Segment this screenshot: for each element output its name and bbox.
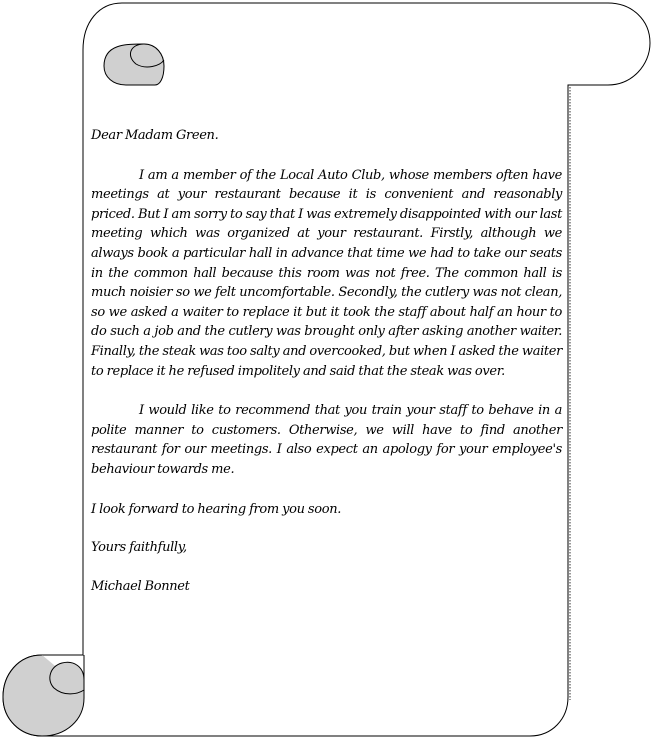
bottom-curl	[3, 655, 84, 736]
letter-closing-line: I look forward to hearing from you soon.	[91, 501, 342, 517]
letter-greeting: Dear Madam Green.	[91, 128, 219, 143]
letter-sign-off: Yours faithfully,	[91, 540, 187, 556]
letter-paragraph-recommendation: I would like to recommend that you train your staff to behave in a polite manner to customers. Otherwise, we will have to find another restaurant for our meetings. I also expect an apology for your employee's behaviour towards me.	[91, 403, 562, 477]
letter-text	[91, 126, 562, 596]
letter-paragraph-complaint: I am a member of the Local Auto Club, whose members often have meetings at your restaurant because it is convenient and reasonably priced. But I am sorry to say that I was extremely disappointed with our last meeting which was organized at your restaurant. Firstly, although we always book a particular hall in advance that time we had to take our seats in the common hall because this room was not free. The common hall is much noisier so we felt uncomfortable. Secondly, the cutlery was not clean, so we asked a waiter to replace it but it took the staff about half an hour to do such a job and the cutlery was brought only after asking another waiter. Finally, the steak was too salty and overcooked, but when I asked the waiter to replace it he refused impolitely and said that the steak was over.	[91, 167, 562, 379]
top-curl	[104, 44, 164, 85]
letter-signature: Michael Bonnet	[91, 578, 190, 594]
